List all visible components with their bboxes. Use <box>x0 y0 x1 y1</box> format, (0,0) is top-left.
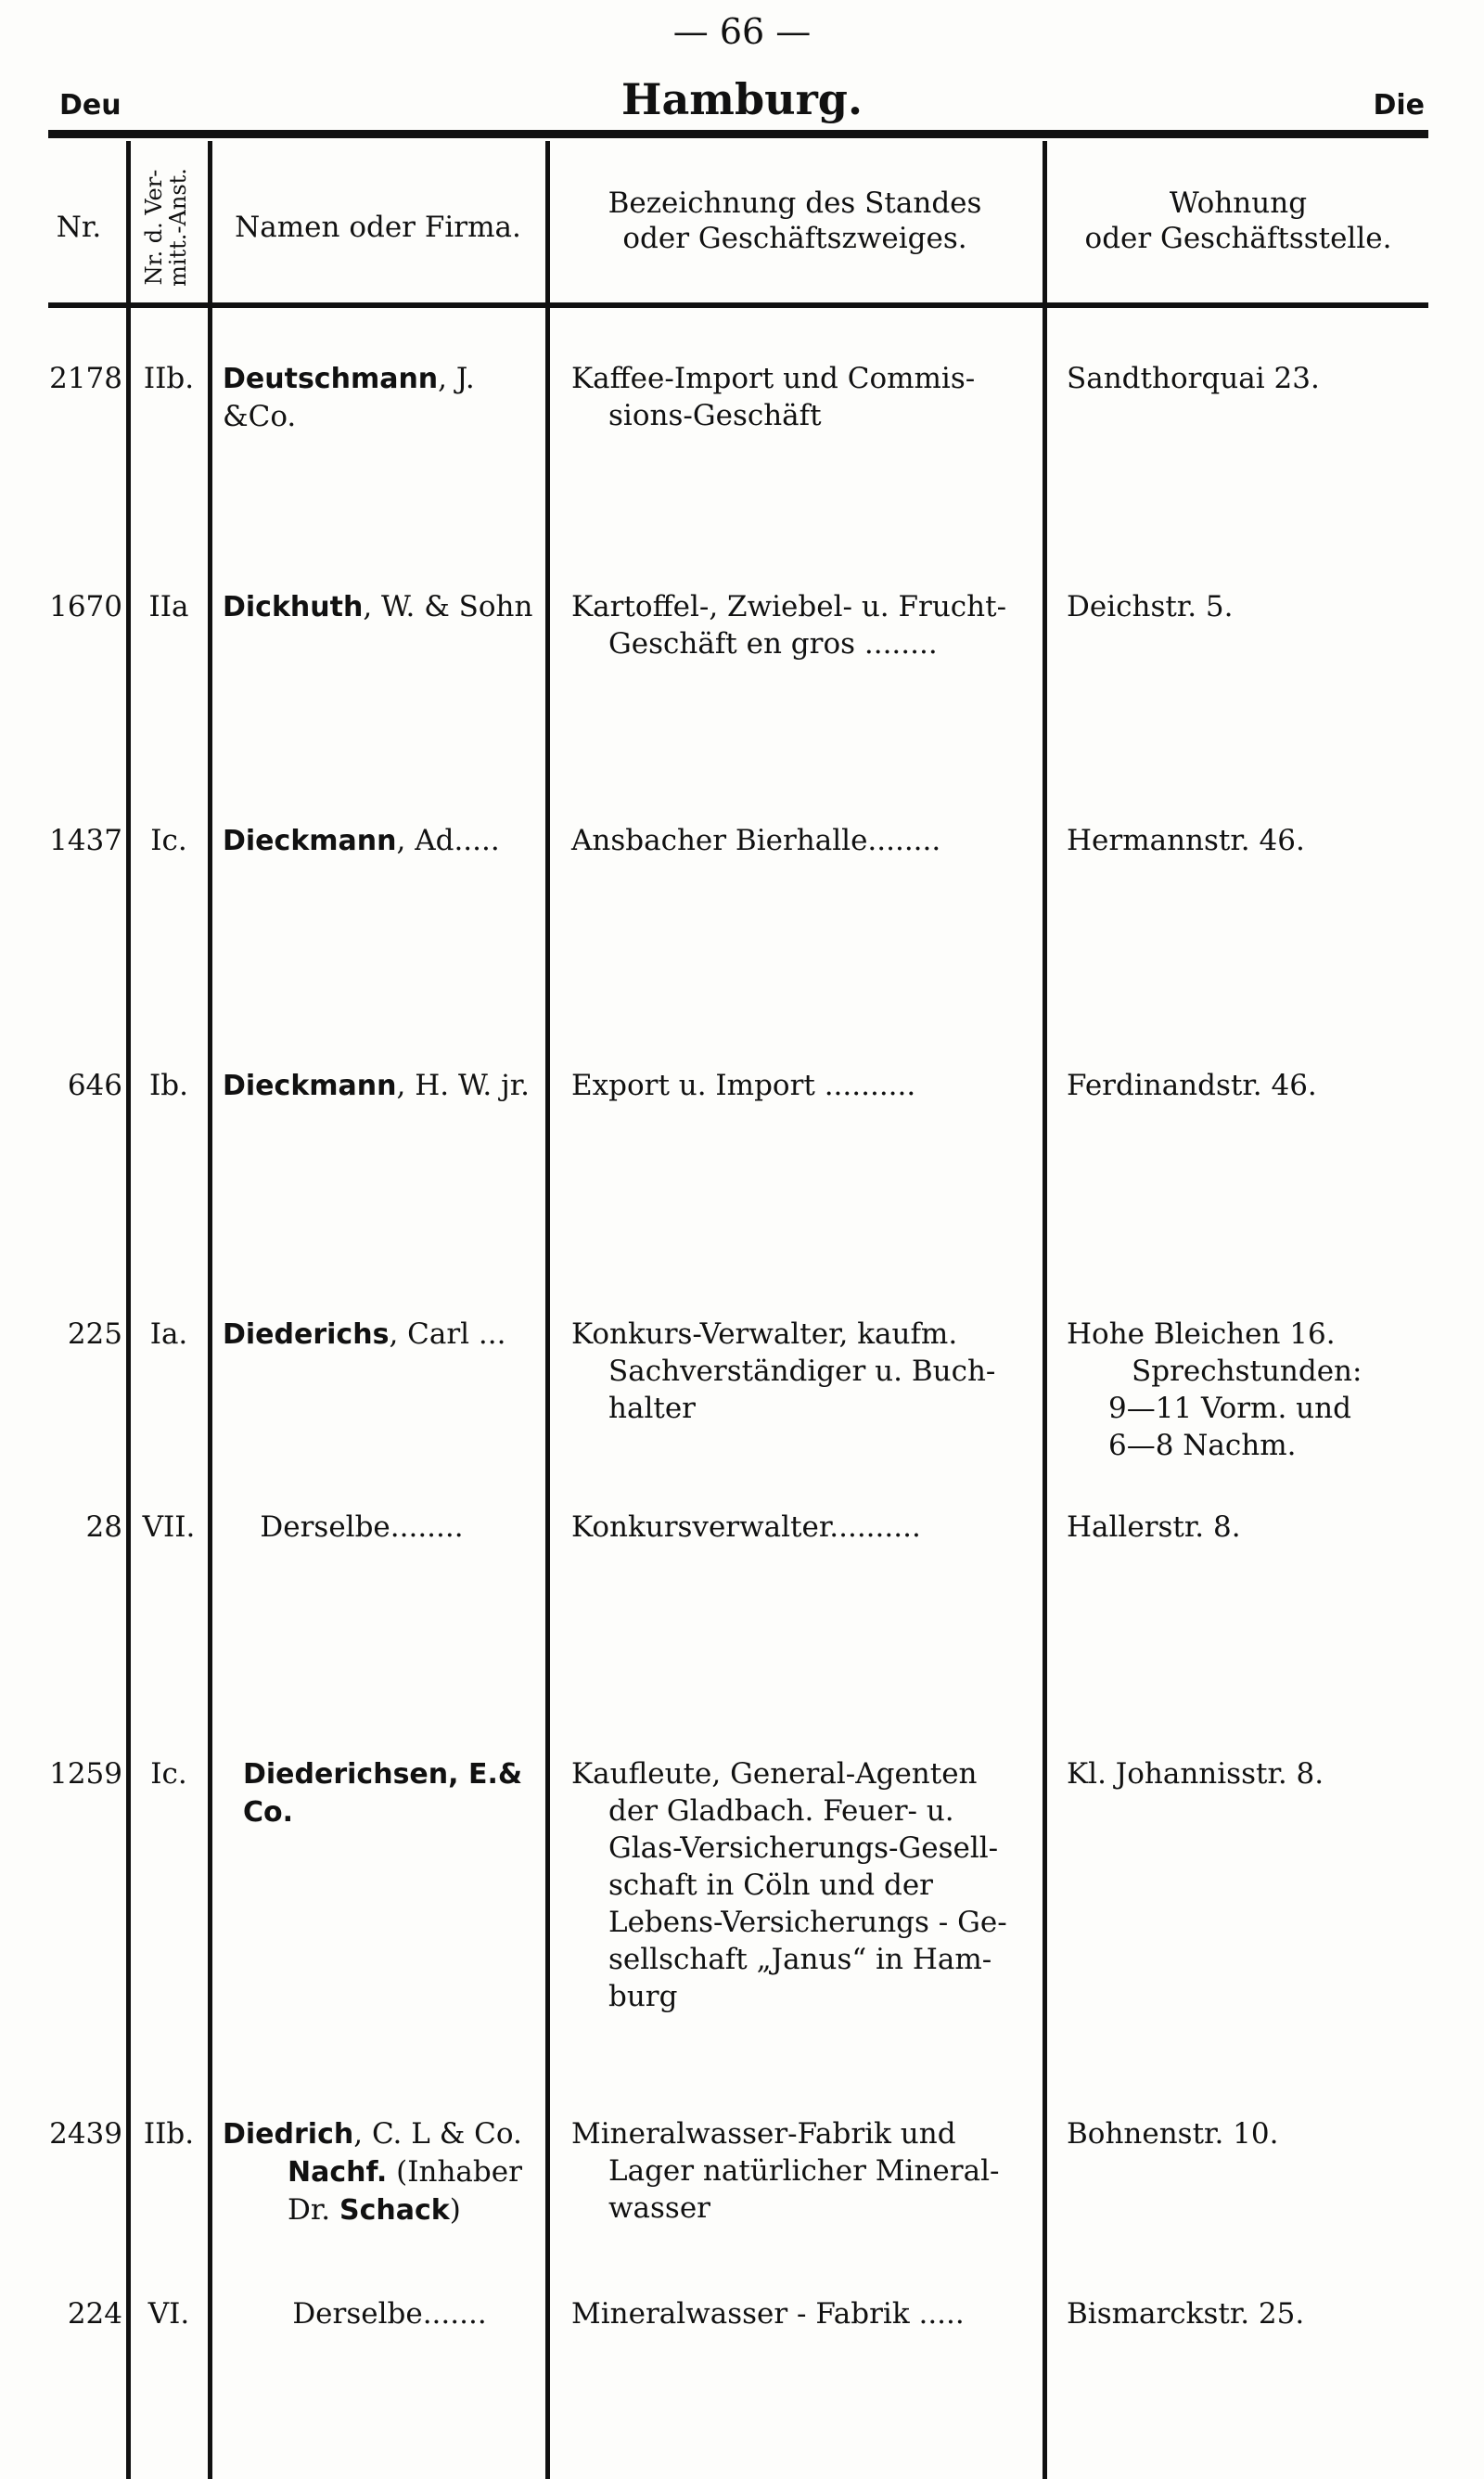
entry-description <box>571 2115 1035 2227</box>
entry-name <box>223 1067 543 1105</box>
entry-name <box>243 1755 563 1831</box>
column-header-desc-line2: oder Geschäftszweiges. <box>622 222 967 255</box>
column-divider <box>545 141 550 2479</box>
entry-number: 646 <box>67 1069 122 1102</box>
description-line: burg <box>608 1980 678 2013</box>
header-rule <box>48 302 1428 308</box>
address-line: Deichstr. 5. <box>1067 590 1234 623</box>
address-line: 6—8 Nachm. <box>1108 1429 1297 1462</box>
description-line: Konkursverwalter.......... <box>571 1510 921 1544</box>
description-line: wasser <box>608 2191 710 2225</box>
entry-description <box>571 2295 1035 2332</box>
entry-description <box>571 1067 1035 1104</box>
entry-class: IIb. <box>143 2117 195 2151</box>
name-suffix: , C. L & Co. <box>353 2117 522 2151</box>
entry-address <box>1067 1755 1428 1792</box>
column-divider <box>126 141 131 2479</box>
address-line: Hallerstr. 8. <box>1067 1510 1241 1544</box>
page-title: Hamburg. <box>621 74 863 124</box>
name-plain: Derselbe........ <box>260 1510 464 1544</box>
entry-class: IIa <box>148 590 189 623</box>
name-plain: Derselbe....... <box>292 2297 487 2331</box>
corner-label-left: Deu <box>59 89 122 122</box>
entry-number: 2178 <box>49 362 122 395</box>
name-suffix: , Ad..... <box>396 824 500 857</box>
firm-name: Dieckmann <box>223 1070 397 1102</box>
address-line: Sprechstunden: <box>1132 1355 1362 1388</box>
entry-name <box>223 2295 543 2332</box>
name-end-line3: ) <box>449 2193 461 2227</box>
top-rule <box>48 130 1428 138</box>
entry-class: VII. <box>142 1510 196 1544</box>
firm-name-line2: Nachf. <box>288 2156 388 2189</box>
column-header-class-line1: Nr. d. Ver- <box>141 169 167 286</box>
name-prefix-line3: Dr. <box>288 2193 339 2227</box>
firm-name: Diederichs <box>223 1318 390 1351</box>
description-line: Ansbacher Bierhalle........ <box>571 824 941 857</box>
name-suffix-line2: (Inhaber <box>387 2155 522 2189</box>
entry-class: IIb. <box>143 362 195 395</box>
address-line: Sandthorquai 23. <box>1067 362 1320 395</box>
entry-name <box>223 1316 543 1354</box>
entry-description <box>571 1509 1035 1546</box>
column-header-class <box>142 167 192 288</box>
column-header-addr-line2: oder Geschäftsstelle. <box>1084 222 1392 255</box>
address-line: 9—11 Vorm. und <box>1108 1392 1351 1425</box>
description-line: der Gladbach. Feuer- u. <box>608 1794 954 1828</box>
entry-description <box>571 1316 1035 1427</box>
description-line: Kaffee-Import und Commis- <box>571 362 976 395</box>
entry-name <box>223 588 543 626</box>
description-line: Mineralwasser-Fabrik und <box>571 2117 956 2151</box>
name-suffix: , E.& Co. <box>243 1758 523 1829</box>
description-line: sions-Geschäft <box>608 399 822 432</box>
entry-name <box>223 360 543 435</box>
address-line: Hermannstr. 46. <box>1067 824 1305 857</box>
column-header-addr-line1: Wohnung <box>1169 186 1308 220</box>
firm-name: Diederichsen <box>243 1758 449 1791</box>
entry-address <box>1067 822 1428 859</box>
description-line: Mineralwasser - Fabrik ..... <box>571 2297 965 2331</box>
description-line: Lager natürlicher Mineral- <box>608 2154 1000 2188</box>
entry-address <box>1067 360 1428 397</box>
description-line: schaft in Cöln und der <box>608 1869 933 1902</box>
entry-address <box>1067 2295 1428 2332</box>
name-suffix: , Carl ... <box>389 1317 506 1351</box>
description-line: Lebens-Versicherungs - Ge- <box>608 1906 1007 1939</box>
name-suffix: , H. W. jr. <box>396 1069 530 1102</box>
description-line: Export u. Import .......... <box>571 1069 916 1102</box>
name-suffix: , W. & Sohn <box>363 590 533 623</box>
entry-address <box>1067 588 1428 625</box>
entry-class: VI. <box>147 2297 190 2331</box>
firm-name: Dieckmann <box>223 825 397 857</box>
entry-description <box>571 360 1035 434</box>
column-divider <box>208 141 212 2479</box>
entry-class: Ia. <box>149 1317 188 1351</box>
description-line: Glas-Versicherungs-Gesell- <box>608 1831 999 1865</box>
entry-class: Ic. <box>150 824 187 857</box>
entry-number: 1437 <box>49 824 122 857</box>
column-header-nr: Nr. <box>56 211 102 244</box>
corner-label-right: Die <box>1373 89 1425 122</box>
description-line: sellschaft „Janus“ in Ham- <box>608 1943 992 1976</box>
entry-class: Ib. <box>149 1069 188 1102</box>
description-line: Kartoffel-, Zwiebel- u. Frucht- <box>571 590 1007 623</box>
entry-number: 1670 <box>49 590 122 623</box>
column-divider <box>1043 141 1047 2479</box>
description-line: Konkurs-Verwalter, kaufm. <box>571 1317 958 1351</box>
name-suffix: , J. &Co. <box>223 362 475 433</box>
description-line: Kaufleute, General-Agenten <box>571 1757 978 1791</box>
firm-name: Dickhuth <box>223 591 364 623</box>
entry-name <box>223 2115 543 2229</box>
address-line: Bohnenstr. 10. <box>1067 2117 1279 2151</box>
entry-description <box>571 1755 1035 2015</box>
address-line: Hohe Bleichen 16. <box>1067 1317 1336 1351</box>
entry-number: 1259 <box>49 1757 122 1791</box>
entry-number: 28 <box>85 1510 122 1544</box>
entry-address <box>1067 1067 1428 1104</box>
entry-number: 225 <box>67 1317 122 1351</box>
address-line: Kl. Johannisstr. 8. <box>1067 1757 1324 1791</box>
entry-name <box>223 1509 543 1546</box>
column-header-desc <box>551 186 1039 256</box>
column-header-desc-line1: Bezeichnung des Standes <box>608 186 982 220</box>
entry-class: Ic. <box>150 1757 187 1791</box>
address-line: Ferdinandstr. 46. <box>1067 1069 1317 1102</box>
firm-name-line3: Schack <box>339 2194 450 2227</box>
address-line: Bismarckstr. 25. <box>1067 2297 1305 2331</box>
entry-name <box>223 822 543 860</box>
description-line: Geschäft en gros ........ <box>608 627 938 661</box>
description-line: halter <box>608 1392 696 1425</box>
firm-name: Deutschmann <box>223 363 439 395</box>
entry-address <box>1067 1509 1428 1546</box>
column-header-addr <box>1048 186 1428 256</box>
column-header-name: Namen oder Firma. <box>235 211 521 244</box>
entry-number: 2439 <box>49 2117 122 2151</box>
entry-description <box>571 588 1035 662</box>
entry-description <box>571 822 1035 859</box>
description-line: Sachverständiger u. Buch- <box>608 1355 996 1388</box>
page-number: — 66 — <box>672 11 812 52</box>
entry-address <box>1067 2115 1428 2152</box>
firm-name: Diedrich <box>223 2118 354 2151</box>
entry-address <box>1067 1316 1428 1464</box>
entry-number: 224 <box>67 2297 122 2331</box>
column-header-class-line2: mitt.-Anst. <box>165 168 191 287</box>
